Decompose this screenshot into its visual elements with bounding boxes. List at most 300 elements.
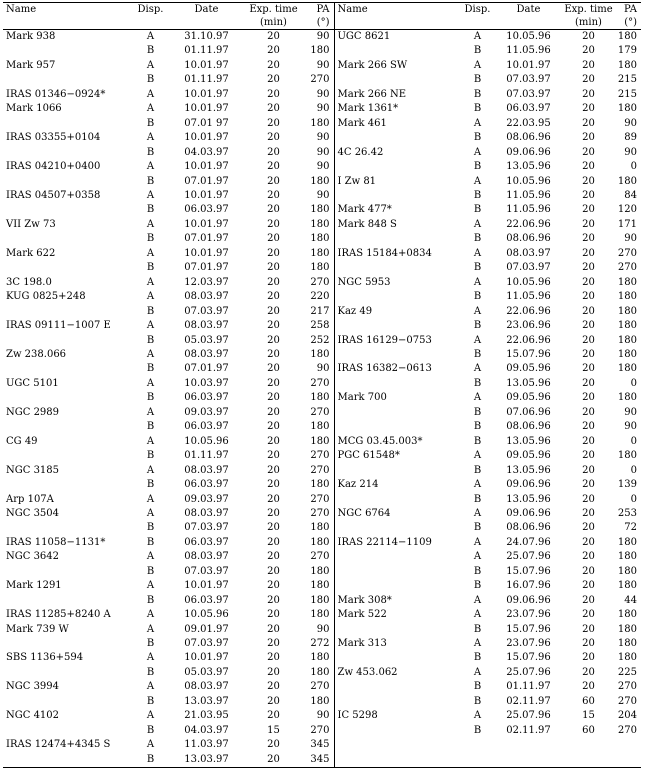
right-object-name [334,695,459,709]
left-object-name [3,565,131,579]
left-exposure-time: 20 [267,117,280,129]
right-exposure-time: 20 [582,59,595,71]
left-obs-date: 13.03.97 [170,753,243,768]
right-obs-date: 22.06.96 [506,218,551,230]
right-obs-date: 13.05.96 [506,377,551,389]
left-disperser: B [146,695,155,707]
right-disperser: B [473,623,482,635]
left-disperser: A [146,103,155,115]
right-exposure-time: 20 [582,88,595,100]
right-exposure-time: 20 [582,507,595,519]
right-exposure-time: 20 [582,479,595,491]
right-disperser: A [473,276,482,288]
left-exposure-time: 20 [267,320,280,332]
right-disperser: B [473,435,482,447]
right-obs-date: 13.05.96 [506,435,551,447]
left-exposure-time: 20 [267,189,280,201]
right-disperser: B [473,377,482,389]
left-position-angle: 90 [304,362,334,376]
left-disperser: B [146,479,155,491]
right-exposure-time: 15 [582,710,595,722]
left-disperser: B [146,594,155,606]
left-obs-date: 01.11.97 [184,74,229,86]
right-position-angle: 84 [624,189,637,201]
left-exposure-time: 20 [267,247,280,259]
table-row [3,565,641,579]
left-object-name: Mark 938 [6,31,56,42]
left-position-angle: 270 [304,73,334,87]
right-disperser: B [473,580,482,592]
left-disperser: A [146,551,155,563]
right-obs-date [496,753,561,768]
table-row [3,695,641,709]
left-position-angle: 270 [304,464,334,478]
right-position-angle: 180 [617,450,637,462]
left-exposure-time: 20 [267,406,280,418]
left-disperser: A [146,739,155,751]
left-obs-date: 13.03.97 [184,695,229,707]
right-obs-date [496,738,561,752]
right-exposure-time: 20 [582,31,595,42]
right-obs-date: 13.05.96 [506,464,551,476]
right-obs-date: 15.07.96 [506,652,551,664]
table-row [3,160,641,174]
left-position-angle: 90 [304,189,334,203]
right-disperser: B [473,565,482,577]
left-obs-date: 08.03.97 [184,464,229,476]
right-exposure-time: 20 [582,247,595,259]
left-object-name: IRAS 03355+0104 [6,132,101,144]
left-position-angle: 252 [304,334,334,348]
left-disperser: B [146,204,155,216]
right-disperser: A [473,536,482,548]
right-position-angle: 120 [617,204,637,216]
left-object-name [3,362,131,376]
left-obs-date: 10.01.97 [184,247,229,259]
right-object-name [334,420,459,434]
right-position-angle: 180 [617,623,637,635]
right-obs-date: 23.06.96 [506,320,551,332]
right-object-name [334,738,459,752]
left-exposure-time: 20 [267,493,280,505]
table-row [3,59,641,73]
left-position-angle: 270 [304,276,334,290]
right-obs-date: 07.06.96 [506,406,551,418]
left-obs-date: 11.03.97 [184,739,229,751]
right-obs-date: 11.05.96 [506,204,551,216]
table-row [3,377,641,391]
right-disperser: B [473,493,482,505]
left-exposure-time: 20 [267,233,280,245]
right-obs-date: 11.05.96 [506,291,551,303]
right-exposure-time: 20 [582,638,595,650]
left-disperser: A [146,507,155,519]
right-position-angle: 180 [617,580,637,592]
right-disperser: B [473,189,482,201]
left-object-name: IRAS 12474+4345 S [6,739,111,751]
right-position-angle: 270 [617,681,637,693]
right-exposure-time: 20 [582,493,595,505]
left-object-name [3,334,131,348]
right-exposure-time: 20 [582,565,595,577]
left-obs-date: 10.01.97 [184,88,229,100]
right-position-angle: 270 [617,247,637,259]
right-position-angle: 44 [624,594,637,606]
right-obs-date: 01.11.97 [506,681,551,693]
right-disperser: B [473,348,482,360]
left-position-angle: 180 [304,117,334,131]
right-position-angle: 180 [617,276,637,288]
right-obs-date: 08.06.96 [506,421,551,433]
table-row [3,117,641,131]
left-obs-date: 07.03.97 [184,522,229,534]
left-exposure-time: 20 [267,59,280,71]
table-row [3,73,641,87]
right-position-angle: 180 [617,334,637,346]
left-exposure-time: 20 [267,276,280,288]
left-object-name: NGC 4102 [6,710,60,722]
left-obs-date: 10.01.97 [184,580,229,592]
right-obs-date: 09.06.96 [506,146,551,158]
right-position-angle: 90 [624,146,637,158]
table-row [3,536,641,550]
left-position-angle: 180 [304,666,334,680]
right-disperser: B [473,88,482,100]
left-object-name [3,666,131,680]
header-exp-time: Exp. time [561,3,616,17]
right-position-angle: 180 [617,103,637,115]
left-obs-date: 10.05.96 [184,435,229,447]
right-obs-date: 07.03.97 [506,74,551,86]
left-obs-date: 08.03.97 [184,291,229,303]
left-object-name: Mark 1291 [6,580,62,592]
left-position-angle: 90 [304,131,334,145]
right-exposure-time: 60 [582,724,595,736]
right-object-name: Mark 848 S [337,218,397,230]
right-position-angle: 0 [630,493,637,505]
table-row [3,146,641,160]
left-position-angle: 180 [304,391,334,405]
left-object-name: SBS 1136+594 [6,652,84,664]
right-disperser: B [473,652,482,664]
right-obs-date: 11.05.96 [506,189,551,201]
right-disperser [459,753,496,768]
right-position-angle: 215 [617,88,637,100]
right-exposure-time: 20 [582,132,595,144]
right-object-name: Mark 266 NE [337,88,407,100]
right-disperser: A [473,609,482,621]
left-exposure-time: 20 [267,565,280,577]
left-obs-date: 08.03.97 [184,507,229,519]
left-object-name: IRAS 11285+8240 A [6,609,111,621]
right-obs-date: 24.07.96 [506,536,551,548]
left-exposure-time: 20 [267,88,280,100]
left-exposure-time: 20 [267,580,280,592]
right-position-angle: 179 [617,45,637,57]
right-position-angle: 180 [617,31,637,42]
left-object-name: 3C 198.0 [6,276,52,288]
right-position-angle: 0 [630,435,637,447]
left-exposure-time: 20 [267,507,280,519]
right-object-name [334,232,459,246]
right-disperser: B [473,132,482,144]
table-row [3,464,641,478]
right-object-name [334,565,459,579]
right-position-angle [616,738,641,752]
right-position-angle: 90 [624,233,637,245]
right-disperser: B [473,421,482,433]
right-object-name: 4C 26.42 [337,146,384,158]
left-exposure-time: 20 [267,218,280,230]
left-object-name [3,753,131,768]
left-obs-date: 10.01.97 [184,132,229,144]
left-exposure-time: 20 [267,392,280,404]
right-position-angle: 180 [617,392,637,404]
table-row [3,261,641,275]
right-disperser: A [473,31,482,42]
left-obs-date: 10.05.96 [184,609,229,621]
right-object-name [334,579,459,593]
left-position-angle: 90 [304,623,334,637]
right-obs-date: 10.05.96 [506,31,551,42]
right-obs-date: 25.07.96 [506,666,551,678]
right-exposure-time: 20 [582,291,595,303]
right-disperser: A [473,551,482,563]
right-object-name [334,131,459,145]
right-object-name [334,319,459,333]
right-object-name [334,377,459,391]
table-row [3,189,641,203]
left-disperser: A [146,435,155,447]
left-obs-date: 10.01.97 [184,189,229,201]
table-row [3,478,641,492]
table-row [3,666,641,680]
left-obs-date: 06.03.97 [184,536,229,548]
right-exposure-time: 20 [582,406,595,418]
header-pa-unit: (°) [616,16,641,30]
right-object-name [334,44,459,58]
left-disperser: A [146,276,155,288]
left-obs-date: 07.01.97 [184,363,229,375]
left-disperser: A [146,132,155,144]
right-object-name [334,550,459,564]
right-exposure-time: 20 [582,348,595,360]
table-header [3,3,641,30]
left-disperser: B [146,117,155,129]
right-obs-date: 07.03.97 [506,262,551,274]
table-row [3,276,641,290]
left-position-angle: 90 [304,160,334,174]
right-object-name [334,521,459,535]
left-obs-date: 07.01 97 [184,117,229,129]
left-obs-date: 10.01.97 [184,218,229,230]
right-object-name [334,493,459,507]
table-row [3,305,641,319]
left-disperser: A [146,320,155,332]
right-object-name [334,724,459,738]
right-disperser: B [473,204,482,216]
left-object-name: NGC 2989 [6,406,60,418]
right-obs-date: 22.06.96 [506,305,551,317]
left-disperser: A [146,493,155,505]
right-disperser: B [473,695,482,707]
left-position-angle: 180 [304,203,334,217]
right-object-name [334,160,459,174]
right-position-angle: 180 [617,305,637,317]
table-row [3,709,641,723]
right-position-angle: 270 [617,695,637,707]
left-obs-date: 01.11.97 [184,450,229,462]
right-disperser: B [473,74,482,86]
left-disperser: B [146,334,155,346]
right-disperser: A [473,218,482,230]
table-row [3,738,641,752]
right-obs-date: 06.03.97 [506,103,551,115]
right-position-angle: 89 [624,132,637,144]
right-disperser: A [473,363,482,375]
left-disperser: A [146,377,155,389]
right-disperser: A [473,392,482,404]
left-position-angle: 345 [304,738,334,752]
left-exposure-time: 20 [267,681,280,693]
right-disperser: A [473,594,482,606]
right-disperser: A [473,305,482,317]
left-obs-date: 08.03.97 [184,348,229,360]
left-obs-date: 07.01.97 [184,175,229,187]
left-position-angle: 270 [304,724,334,738]
table-row [3,435,641,449]
left-object-name: Mark 1066 [6,103,62,115]
left-object-name: VII Zw 73 [6,218,56,230]
left-object-name [3,175,131,189]
right-obs-date: 09.05.96 [506,392,551,404]
left-exposure-time: 20 [267,377,280,389]
table-row [3,493,641,507]
right-position-angle: 180 [617,565,637,577]
left-exposure-time: 20 [267,536,280,548]
observations-table [3,2,641,768]
right-exposure-time: 20 [582,652,595,664]
left-exposure-time: 20 [267,522,280,534]
right-object-name: Mark 1361* [337,103,399,115]
right-disperser: B [473,464,482,476]
right-disperser: B [473,45,482,57]
right-object-name: Mark 522 [337,609,387,621]
left-disperser: B [146,724,155,736]
left-position-angle: 270 [304,680,334,694]
right-disperser: B [473,522,482,534]
right-obs-date: 25.07.96 [506,551,551,563]
right-obs-date: 09.05.96 [506,363,551,375]
right-position-angle: 225 [617,666,637,678]
table-row [3,88,641,102]
right-disperser: A [473,146,482,158]
left-obs-date: 04.03.97 [184,724,229,736]
table-row [3,319,641,333]
left-object-name [3,391,131,405]
left-disperser: A [146,218,155,230]
left-obs-date: 01.11.97 [184,45,229,57]
right-obs-date: 08.03.97 [506,247,551,259]
right-obs-date: 13.05.96 [506,161,551,173]
left-exposure-time: 20 [267,262,280,274]
right-object-name [334,189,459,203]
right-obs-date: 09.06.96 [506,479,551,491]
right-position-angle: 180 [617,348,637,360]
right-object-name: MCG 03.45.003* [337,435,423,447]
right-object-name [334,623,459,637]
right-obs-date: 09.05.96 [506,450,551,462]
right-exposure-time: 20 [582,363,595,375]
right-obs-date: 10.05.96 [506,276,551,288]
left-disperser: A [146,189,155,201]
left-exposure-time: 20 [243,753,304,768]
left-position-angle: 90 [304,59,334,73]
left-exposure-time: 20 [267,334,280,346]
left-obs-date: 10.01.97 [184,652,229,664]
right-position-angle: 180 [617,175,637,187]
right-object-name: Mark 477* [337,204,392,216]
header-exp-unit: (min) [243,16,304,30]
left-object-name: Arp 107A [6,493,54,505]
left-object-name [3,232,131,246]
right-position-angle: 90 [624,406,637,418]
right-disperser: B [473,291,482,303]
left-disperser: B [146,522,155,534]
right-position-angle: 180 [617,536,637,548]
right-obs-date: 02.11.97 [506,724,551,736]
right-position-angle: 180 [617,551,637,563]
left-disperser: A [146,681,155,693]
left-object-name [3,420,131,434]
right-obs-date: 13.05.96 [506,493,551,505]
table-row [3,550,641,564]
right-object-name: IRAS 16382−0613 [337,363,432,375]
right-exposure-time: 20 [582,464,595,476]
left-object-name [3,117,131,131]
left-object-name [3,478,131,492]
left-position-angle: 90 [304,709,334,723]
right-exposure-time: 20 [582,189,595,201]
left-exposure-time: 20 [267,74,280,86]
left-obs-date: 06.03.97 [184,594,229,606]
right-obs-date: 09.06.96 [506,507,551,519]
right-exposure-time: 20 [582,103,595,115]
right-exposure-time: 20 [582,421,595,433]
right-exposure-time: 20 [582,536,595,548]
right-position-angle: 180 [617,291,637,303]
left-position-angle: 180 [304,44,334,58]
table-row [3,348,641,362]
left-object-name: NGC 3642 [6,551,60,563]
left-disperser: B [146,175,155,187]
right-position-angle: 0 [630,464,637,476]
left-position-angle: 217 [304,305,334,319]
left-object-name: CG 49 [6,435,38,447]
right-object-name [334,406,459,420]
right-object-name: Kaz 214 [337,479,379,491]
right-obs-date: 15.07.96 [506,565,551,577]
right-exposure-time: 20 [582,377,595,389]
right-position-angle: 171 [617,218,637,230]
right-obs-date: 07.03.97 [506,88,551,100]
left-object-name: UGC 5101 [6,377,59,389]
right-exposure-time: 20 [582,305,595,317]
header-exp-time: Exp. time [243,3,304,17]
left-exposure-time: 20 [267,594,280,606]
table-row [3,175,641,189]
left-obs-date: 08.03.97 [184,320,229,332]
